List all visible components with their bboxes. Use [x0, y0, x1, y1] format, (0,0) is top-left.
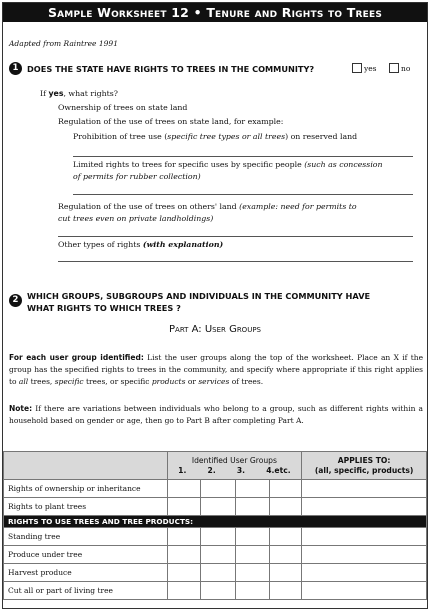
table-row: [4, 498, 427, 516]
no-option[interactable]: [389, 63, 410, 73]
regulation-state-item: Regulation of the use of trees on state land, for example:: [58, 117, 284, 126]
row-label: Cut all or part of living tree: [4, 582, 168, 600]
answer-line[interactable]: [58, 236, 413, 237]
table-cell[interactable]: [201, 528, 236, 546]
section-header-row: [4, 516, 427, 528]
table-row: [4, 564, 427, 582]
question-1-number: 1: [9, 62, 22, 75]
regulation-others-item: Regulation of the use of trees on others' land (example: need for permits to cut trees even on private landholdings): [58, 202, 357, 223]
other-types-item: Other types of rights (with explanation): [58, 240, 224, 249]
table-cell[interactable]: [201, 498, 236, 516]
group-number: 4.etc.: [266, 465, 291, 475]
header-blank-cell: [4, 452, 168, 480]
table-cell[interactable]: [236, 564, 270, 582]
table-cell[interactable]: [167, 546, 201, 564]
limited-rights-item: Limited rights to trees for specific uses by specific people (such as concession of permits for rubber collection): [73, 160, 383, 181]
worksheet-page: [2, 2, 428, 609]
table-cell[interactable]: [270, 480, 302, 498]
no-checkbox[interactable]: [389, 63, 399, 73]
applies-to-label: APPLIES TO:: [337, 455, 391, 465]
table-cell[interactable]: [236, 582, 270, 600]
rights-table: [3, 451, 427, 600]
group-number: 2.: [207, 465, 216, 475]
table-cell[interactable]: [270, 546, 302, 564]
group-number: 3.: [236, 465, 246, 475]
table-row: [4, 546, 427, 564]
table-cell[interactable]: [201, 480, 236, 498]
table-cell[interactable]: [167, 498, 201, 516]
applies-to-sublabel: (all, specific, products): [314, 465, 414, 475]
question-1-text: DOES THE STATE HAVE RIGHTS TO TREES IN THE COMMUNITY?: [27, 64, 315, 74]
table-cell[interactable]: [236, 480, 270, 498]
table-cell[interactable]: [167, 564, 201, 582]
table-cell[interactable]: [270, 582, 302, 600]
table-cell[interactable]: [302, 564, 427, 582]
worksheet-title: Sample Worksheet 12 • Tenure and Rights to Trees: [3, 3, 427, 22]
table-row: [4, 528, 427, 546]
identified-groups-label: Identified User Groups: [191, 455, 277, 465]
yes-option[interactable]: [352, 63, 377, 73]
question-2-text: WHICH GROUPS, SUBGROUPS AND INDIVIDUALS IN THE COMMUNITY HAVE WHAT RIGHTS TO WHICH TREES ?: [27, 291, 371, 313]
table-cell[interactable]: [302, 582, 427, 600]
section-label: RIGHTS TO USE TREES AND TREE PRODUCTS:: [4, 516, 427, 528]
table-cell[interactable]: [201, 582, 236, 600]
table-cell[interactable]: [302, 498, 427, 516]
table-cell[interactable]: [302, 528, 427, 546]
row-label: Rights to plant trees: [4, 498, 168, 516]
table-cell[interactable]: [236, 546, 270, 564]
table-cell[interactable]: [270, 498, 302, 516]
table-cell[interactable]: [167, 528, 201, 546]
table-header-row: [4, 452, 427, 480]
prohibition-item: Prohibition of tree use (specific tree types or all trees) on reserved land: [73, 132, 358, 141]
table-row: [4, 480, 427, 498]
answer-line[interactable]: [73, 156, 413, 157]
part-a-note: Note: If there are variations between individuals who belong to a group, such as different rights within a household based on gender or age, then go to Part B after completing Part A.: [9, 404, 423, 425]
table-row: [4, 582, 427, 600]
group-number: 1.: [178, 465, 187, 475]
question-2-number: 2: [9, 294, 22, 307]
answer-line[interactable]: [58, 261, 413, 262]
table-cell[interactable]: [270, 564, 302, 582]
table-cell[interactable]: [302, 546, 427, 564]
row-label: Harvest produce: [4, 564, 168, 582]
yes-label: yes: [364, 64, 377, 73]
table-cell[interactable]: [236, 498, 270, 516]
source-note: Adapted from Raintree 1991: [9, 39, 118, 48]
row-label: Rights of ownership or inheritance: [4, 480, 168, 498]
no-label: no: [401, 64, 411, 73]
answer-line[interactable]: [73, 194, 413, 195]
user-groups-header: [167, 452, 302, 480]
table-cell[interactable]: [302, 480, 427, 498]
table-cell[interactable]: [167, 582, 201, 600]
table-cell[interactable]: [201, 546, 236, 564]
table-cell[interactable]: [167, 480, 201, 498]
applies-to-header: [302, 452, 427, 480]
table-cell[interactable]: [236, 528, 270, 546]
ownership-item: Ownership of trees on state land: [58, 103, 188, 112]
part-a-instructions: For each user group identified: List the user groups along the top of the worksheet. Place an X if the group has the specified rights to trees in the community, and specify where appropriate if this right applies to all trees, specific trees, or specific products or services of trees.: [9, 353, 424, 386]
table-cell[interactable]: [201, 564, 236, 582]
table-cell[interactable]: [270, 528, 302, 546]
row-label: Standing tree: [4, 528, 168, 546]
yes-checkbox[interactable]: [352, 63, 362, 73]
if-yes-prompt: If yes, what rights?: [40, 89, 118, 98]
row-label: Produce under tree: [4, 546, 168, 564]
part-a-heading: Part A: User Groups: [169, 324, 261, 335]
